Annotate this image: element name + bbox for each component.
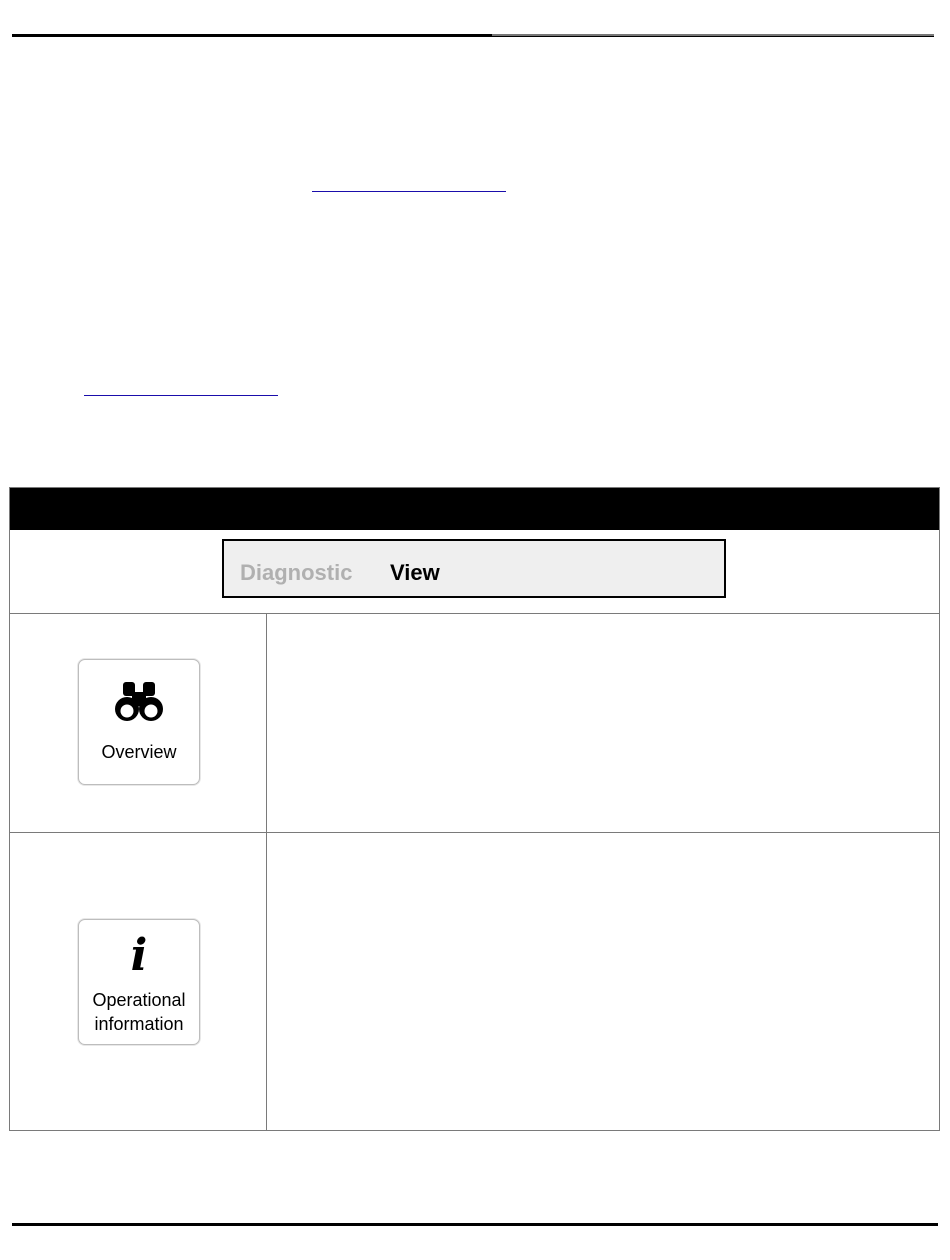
- row-divider: [10, 832, 939, 833]
- overview-button[interactable]: [78, 659, 200, 785]
- operational-information-button[interactable]: [78, 919, 200, 1045]
- tab-view[interactable]: View: [390, 560, 440, 585]
- row-divider: [10, 613, 939, 614]
- overview-label: Overview: [101, 742, 177, 762]
- label-line-2: information: [94, 1014, 184, 1034]
- hyperlink-underline[interactable]: [312, 191, 506, 192]
- tab-diagnostic[interactable]: Diagnostic: [240, 560, 353, 585]
- table-header: [10, 488, 939, 530]
- hyperlink-underline[interactable]: [84, 395, 278, 396]
- operational-information-label: [79, 988, 199, 1036]
- tab-bar: [222, 539, 726, 598]
- column-divider: [266, 614, 267, 1131]
- binoculars-icon: [79, 680, 199, 729]
- function-table: [9, 487, 940, 1131]
- info-icon: i: [130, 930, 148, 981]
- label-line-1: Operational: [92, 990, 186, 1010]
- top-rule-secondary: [492, 34, 934, 36]
- bottom-rule: [12, 1223, 938, 1226]
